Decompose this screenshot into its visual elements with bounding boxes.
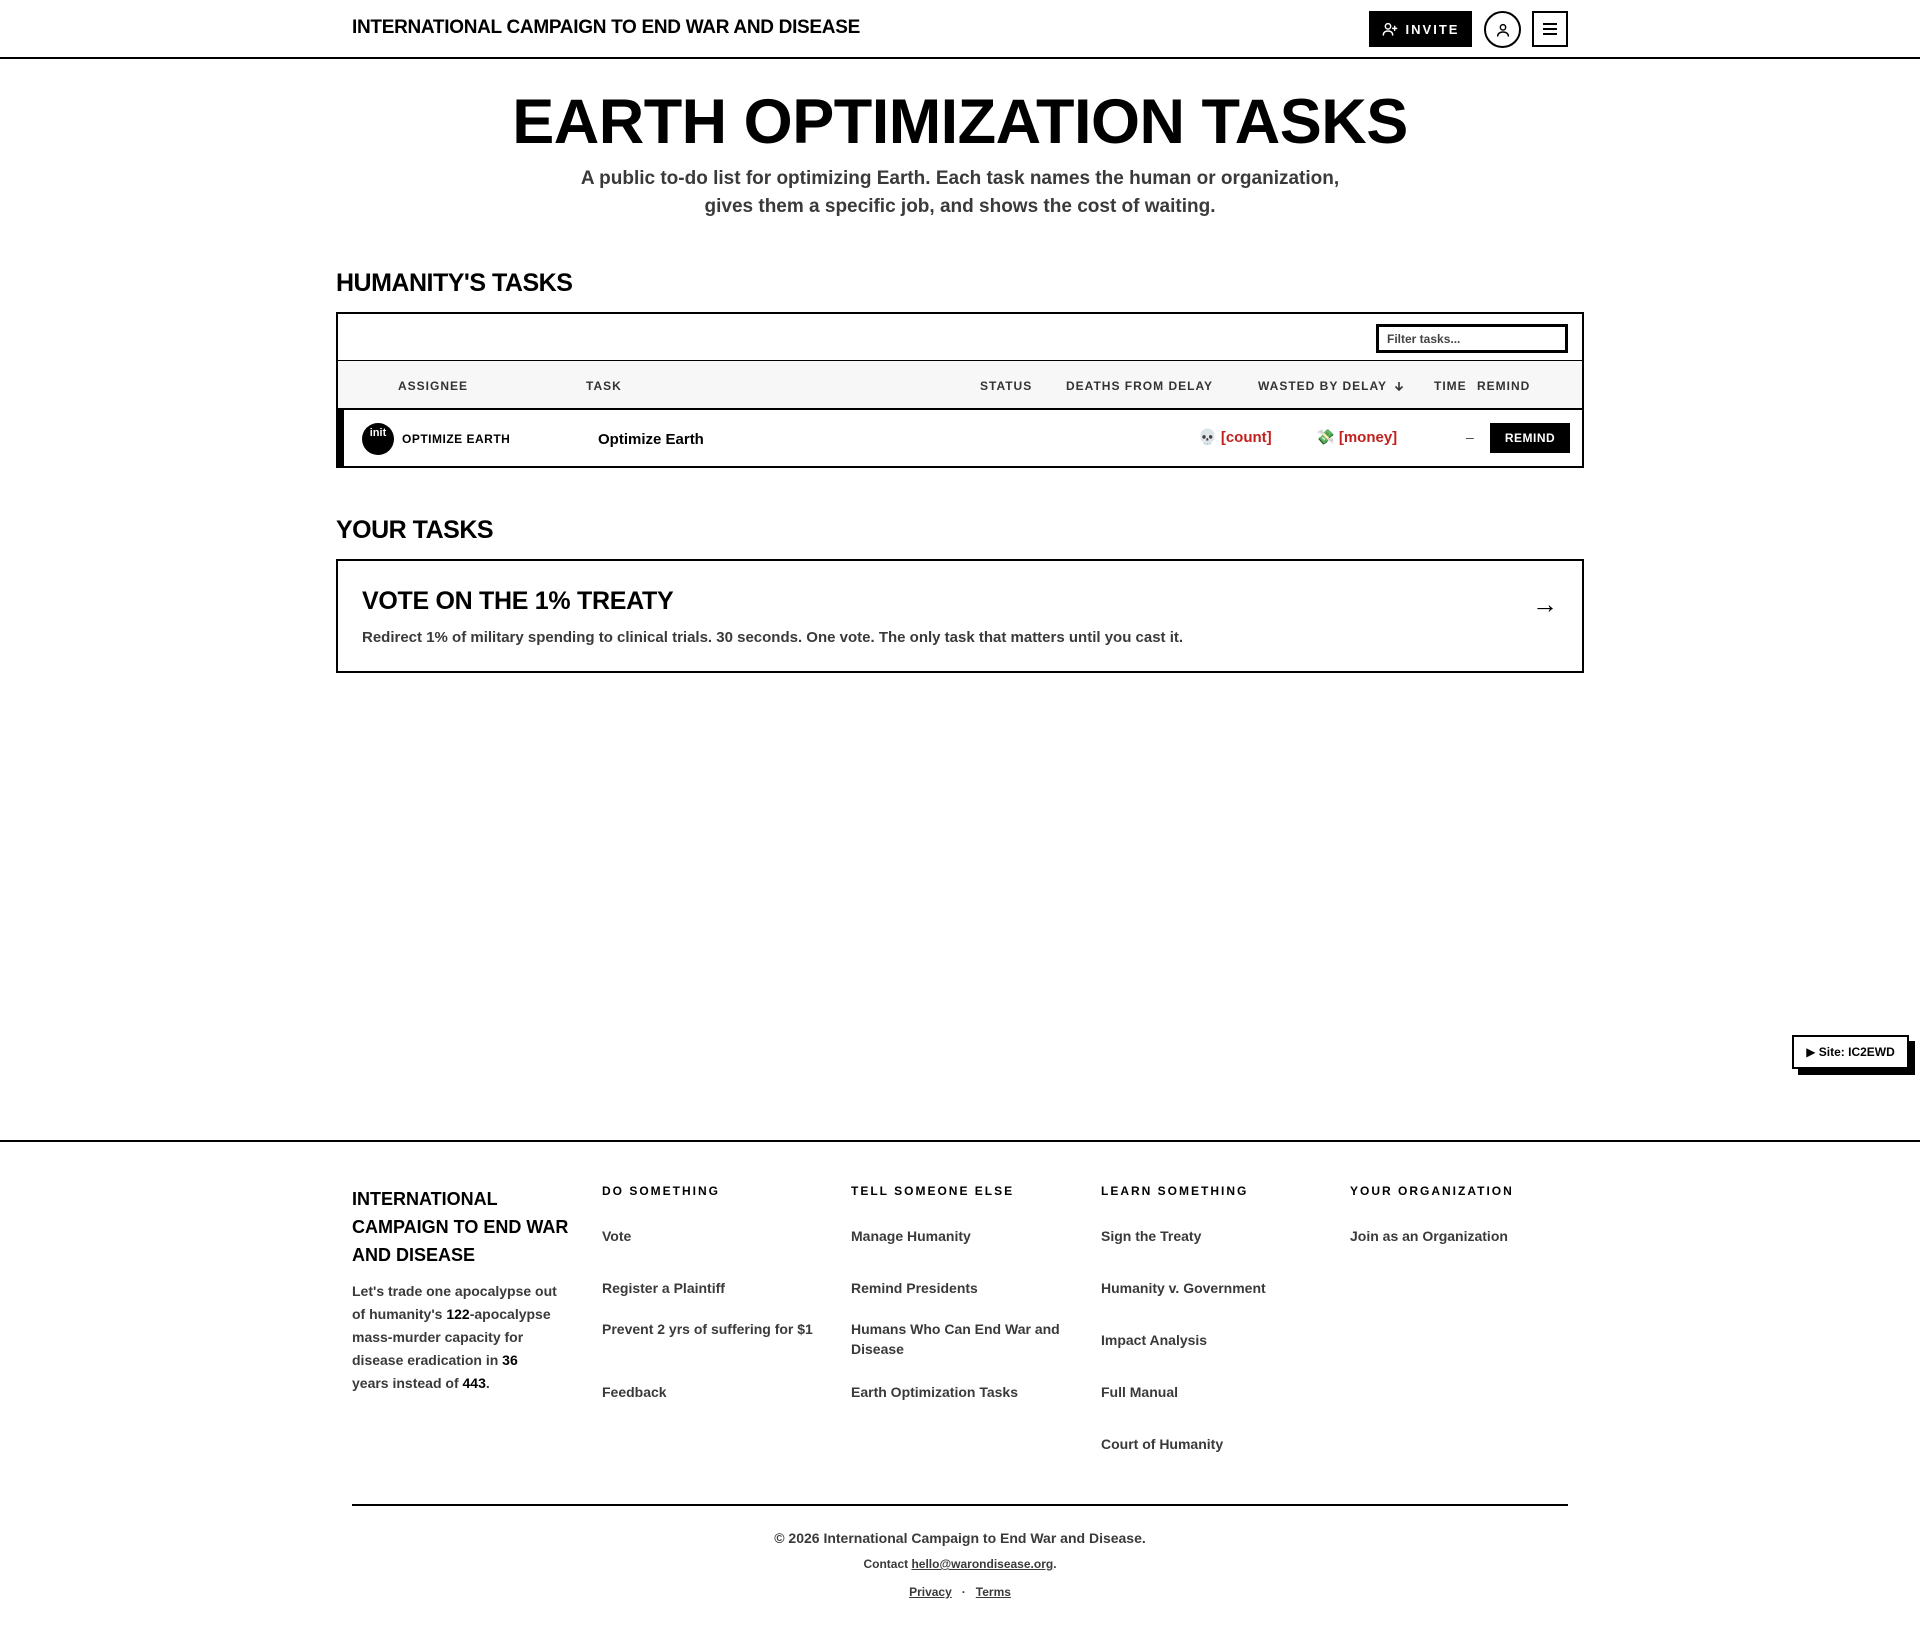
footer-link-join-organization[interactable]: Join as an Organization [1350,1228,1508,1244]
your-tasks-heading: YOUR TASKS [336,516,494,544]
arrow-right-icon: → [1532,589,1558,619]
subtitle-line-2: gives them a specific job, and shows the cost of waiting. [704,196,1216,217]
assignee-avatar: init [362,423,394,455]
row-wasted-by-delay: 💸 [money] [1316,429,1398,446]
footer-column-title: YOUR ORGANIZATION [1350,1184,1514,1198]
column-header-remind: REMIND [1477,379,1531,393]
sort-arrow-down-icon [1394,381,1404,391]
footer-link-vote[interactable]: Vote [602,1228,632,1244]
column-header-assignee[interactable]: ASSIGNEE [398,379,469,393]
footer-link-register-plaintiff[interactable]: Register a Plaintiff [602,1280,725,1296]
remind-button[interactable]: REMIND [1490,423,1570,453]
table-row[interactable] [338,410,1582,466]
task-card-title: VOTE ON THE 1% TREATY [362,587,674,615]
footer-link-sign-treaty[interactable]: Sign the Treaty [1101,1228,1202,1244]
footer-link-humanity-v-government[interactable]: Humanity v. Government [1101,1280,1266,1296]
user-plus-icon [1382,21,1398,37]
invite-label: INVITE [1405,21,1460,37]
footer-contact [0,1557,1920,1571]
tagline-part-1: Let's trade one apocalypse out of humanity's [352,1283,557,1322]
footer-column-tell-someone-else [851,1184,1066,1400]
footer-link-court-of-humanity[interactable]: Court of Humanity [1101,1436,1224,1452]
tagline-part-2: -apocalypse mass-murder capacity for disease eradication in [352,1306,551,1368]
footer-column-title: DO SOMETHING [602,1184,721,1198]
footer-column-your-organization [1350,1184,1565,1244]
row-assignee[interactable]: OPTIMIZE EARTH [402,432,511,446]
tagline-years-count: 36 [502,1352,518,1368]
footer-column-title: TELL SOMEONE ELSE [851,1184,1015,1198]
column-header-wasted[interactable] [1258,379,1404,393]
tagline-years-alt-count: 443 [462,1375,486,1391]
page-subtitle [560,165,1360,221]
tagline-part-4: . [485,1375,490,1391]
column-header-deaths[interactable]: DEATHS FROM DELAY [1066,379,1214,393]
footer-column-title: LEARN SOMETHING [1101,1184,1249,1198]
task-card-description: Redirect 1% of military spending to clinical trials. 30 seconds. One vote. The only task that matters until you cast it. [362,629,1184,646]
contact-suffix: . [1053,1557,1057,1571]
row-time: – [1466,429,1474,445]
column-header-task[interactable]: TASK [586,379,622,393]
footer-link-full-manual[interactable]: Full Manual [1101,1384,1178,1400]
filter-tasks-input[interactable] [1376,324,1568,353]
vote-treaty-task-card[interactable] [336,559,1584,673]
site-badge[interactable]: ▶ Site: IC2EWD [1792,1035,1909,1069]
menu-icon [1543,23,1557,35]
footer-copyright: © 2026 International Campaign to End War and Disease. [774,1530,1146,1546]
tasks-table [336,312,1584,468]
footer-link-manage-humanity[interactable]: Manage Humanity [851,1228,971,1244]
footer-link-humans-who-can-end[interactable]: Humans Who Can End War and Disease [851,1321,1060,1357]
page-title: EARTH OPTIMIZATION TASKS [512,87,1408,157]
contact-email-link[interactable]: hello@warondisease.org [911,1557,1054,1571]
footer-column-learn-something [1101,1184,1316,1452]
footer-link-prevent-suffering[interactable]: Prevent 2 yrs of suffering for $1 [602,1321,813,1337]
humanity-tasks-heading: HUMANITY'S TASKS [336,269,573,297]
footer-link-impact-analysis[interactable]: Impact Analysis [1101,1332,1208,1348]
column-header-time[interactable]: TIME [1434,379,1467,393]
wasted-header-label: WASTED BY DELAY [1258,379,1387,393]
footer [0,1140,1920,1639]
contact-prefix: Contact [863,1557,912,1571]
table-header [338,360,1582,410]
subtitle-line-1: A public to-do list for optimizing Earth. Each task names the human or organization, [580,168,1340,189]
hamburger-menu-button[interactable] [1532,11,1568,47]
footer-divider [352,1504,1568,1506]
footer-brand: INTERNATIONAL CAMPAIGN TO END WAR AND DISEASE [352,1189,569,1265]
account-button[interactable] [1484,11,1521,48]
row-deaths-from-delay: 💀 [count] [1198,429,1272,446]
top-navbar [0,0,1920,59]
footer-link-feedback[interactable]: Feedback [602,1384,667,1400]
privacy-link[interactable]: Privacy [909,1585,952,1599]
tagline-apocalypse-count: 122 [446,1306,470,1322]
footer-tagline [352,1280,557,1395]
footer-link-earth-optimization-tasks[interactable]: Earth Optimization Tasks [851,1384,1018,1400]
invite-button[interactable] [1369,11,1472,47]
site-brand[interactable]: INTERNATIONAL CAMPAIGN TO END WAR AND DISEASE [352,17,860,38]
tagline-part-3: years instead of [352,1375,463,1391]
legal-separator: · [961,1585,966,1599]
row-task[interactable]: Optimize Earth [598,431,704,448]
user-icon [1495,22,1511,38]
footer-link-remind-presidents[interactable]: Remind Presidents [851,1280,978,1296]
footer-legal-links [0,1585,1920,1599]
footer-column-do-something [602,1184,817,1400]
terms-link[interactable]: Terms [975,1585,1011,1599]
column-header-status[interactable]: STATUS [980,379,1033,393]
